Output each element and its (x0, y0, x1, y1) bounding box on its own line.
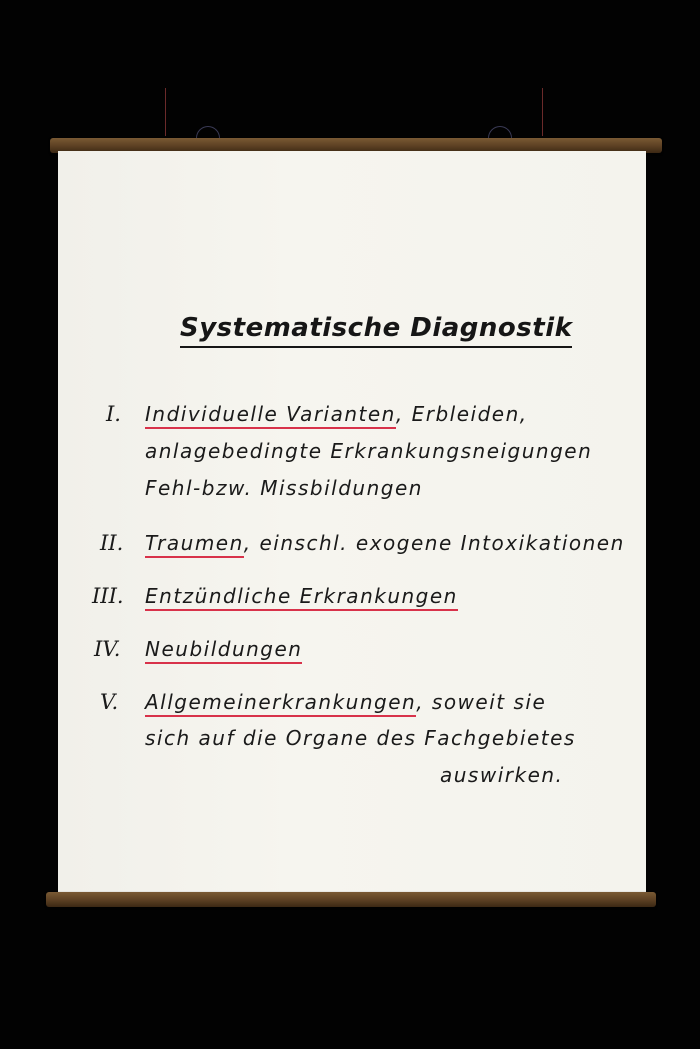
item-first-line (145, 531, 625, 555)
item-numeral: V. (100, 690, 119, 714)
item-first-line (145, 584, 458, 608)
item-heading: Individuelle Varianten (145, 402, 396, 429)
item-numeral: III. (92, 584, 124, 608)
item-numeral: IV. (94, 637, 121, 661)
item-continuation-line: anlagebedingte Erkrankungsneigungen (145, 439, 593, 463)
item-numeral: I. (106, 402, 121, 426)
item-continuation-line: Fehl-bzw. Missbildungen (145, 476, 423, 500)
item-heading: Traumen (145, 531, 244, 558)
item-heading-rest: , soweit sie (416, 690, 547, 714)
item-heading-rest: , einschl. exogene Intoxikationen (243, 531, 625, 555)
item-first-line (145, 402, 528, 426)
item-heading: Neubildungen (145, 637, 302, 664)
bottom-wooden-rod (46, 892, 656, 907)
item-continuation-line: auswirken. (440, 763, 564, 787)
item-heading: Entzündliche Erkrankungen (145, 584, 458, 611)
item-heading-rest: , Erbleiden, (395, 402, 528, 426)
item-heading: Allgemeinerkrankungen (145, 690, 416, 717)
item-continuation-line: sich auf die Organe des Fachgebietes (145, 726, 576, 750)
item-numeral: II. (100, 531, 124, 555)
chart-title: Systematische Diagnostik (180, 313, 572, 348)
hanging-string-right (542, 88, 547, 136)
item-first-line (145, 637, 302, 661)
item-first-line (145, 690, 546, 714)
hanging-string-left (165, 88, 170, 136)
